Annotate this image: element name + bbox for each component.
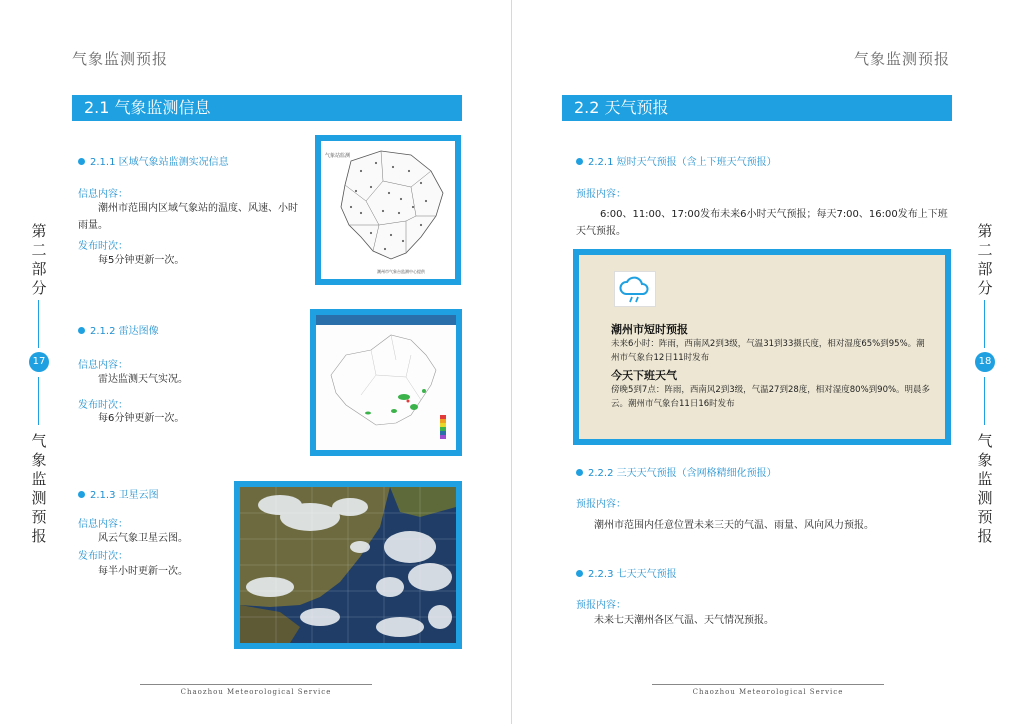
- content-text: 6:00、11:00、17:00发布未来6小时天气预报；每天7:00、16:00发布上下班天气预报。: [576, 209, 948, 237]
- time-label: 发布时次：: [78, 400, 128, 411]
- footer-rule: [140, 684, 372, 685]
- running-head: 气象监测预报: [72, 50, 169, 68]
- footer-text: Chaozhou Meteorological Service: [692, 688, 844, 696]
- forecast-card: [573, 249, 951, 445]
- satellite-image-frame: [234, 481, 462, 649]
- rain-cloud-icon: [614, 271, 656, 307]
- bullet-icon: [576, 570, 583, 577]
- divider: [38, 377, 39, 425]
- bullet-icon: [576, 469, 583, 476]
- station-map-graphic: [321, 141, 455, 279]
- page-number: 18: [975, 352, 995, 372]
- forecast-title: 潮州市短时预报: [611, 323, 688, 336]
- content-label: 预报内容：: [576, 499, 626, 510]
- bullet-icon: [78, 327, 85, 334]
- time-label: 发布时次：: [78, 241, 128, 252]
- content-label: 信息内容：: [78, 519, 128, 530]
- bullet-icon: [78, 491, 85, 498]
- time-text: 每半小时更新一次。: [98, 566, 188, 577]
- radar-map-graphic: [316, 315, 456, 450]
- svg-text:气象站监测: 气象站监测: [325, 153, 351, 159]
- section-title: 2.1 气象监测信息: [72, 95, 462, 121]
- subsection-title: 2.2.3 七天天气预报: [576, 565, 677, 580]
- running-head: 气象监测预报: [854, 50, 951, 68]
- footer-rule: [652, 684, 884, 685]
- footer-text: Chaozhou Meteorological Service: [180, 688, 332, 696]
- content-text: 未来七天潮州各区气温、天气情况预报。: [594, 615, 774, 626]
- subsection-title: 2.1.2 雷达图像: [78, 322, 159, 337]
- svg-text:潮州市气象台监测中心提供: 潮州市气象台监测中心提供: [377, 269, 425, 274]
- divider: [38, 300, 39, 348]
- forecast-text: 未来6小时：阵雨，西南风2到3级，气温31到33摄氏度，相对湿度65%到95%。潮州市气象台12日11时发布: [611, 339, 925, 363]
- time-label: 发布时次：: [78, 551, 128, 562]
- content-label: 信息内容：: [78, 360, 128, 371]
- commute-title: 今天下班天气: [611, 369, 677, 382]
- forecast-card-body: [579, 255, 945, 439]
- time-text: 每5分钟更新一次。: [98, 255, 185, 266]
- content-label: 预报内容：: [576, 189, 626, 200]
- bullet-icon: [78, 158, 85, 165]
- divider: [984, 377, 985, 425]
- content-label: 预报内容：: [576, 600, 626, 611]
- satellite-cloud-graphic: [240, 487, 456, 643]
- content-label: 信息内容：: [78, 189, 128, 200]
- satellite-image: [240, 487, 456, 643]
- content-text: 潮州市范围内任意位置未来三天的气温、雨量、风向风力预报。: [594, 520, 874, 531]
- page-number: 17: [29, 352, 49, 372]
- section-title: 2.2 天气预报: [562, 95, 952, 121]
- subsection-title: 2.2.2 三天天气预报（含网格精细化预报）: [576, 464, 777, 479]
- divider: [984, 300, 985, 348]
- content-text: 雷达监测天气实况。: [98, 374, 188, 385]
- chapter-label: 气象监测预报: [31, 432, 47, 545]
- content-text: 潮州市范围内区域气象站的温度、风速、小时雨量。: [78, 203, 298, 231]
- bullet-icon: [576, 158, 583, 165]
- part-label: 第二部分: [31, 222, 47, 297]
- subsection-title: 2.1.3 卫星云图: [78, 486, 159, 501]
- subsection-title: 2.2.1 短时天气预报（含上下班天气预报）: [576, 153, 777, 168]
- subsection-title: 2.1.1 区域气象站监测实况信息: [78, 153, 229, 168]
- time-text: 每6分钟更新一次。: [98, 413, 185, 424]
- radar-image-frame: [310, 309, 462, 456]
- part-label: 第二部分: [977, 222, 993, 297]
- radar-image: [316, 315, 456, 450]
- station-map: [321, 141, 455, 279]
- commute-text: 傍晚5到7点：阵雨，西南风2到3级，气温27到28度，相对湿度80%到90%。明晨多云。潮州市气象台11日16时发布: [611, 385, 931, 409]
- station-map-frame: [315, 135, 461, 285]
- content-text: 风云气象卫星云图。: [98, 533, 188, 544]
- chapter-label: 气象监测预报: [977, 432, 993, 545]
